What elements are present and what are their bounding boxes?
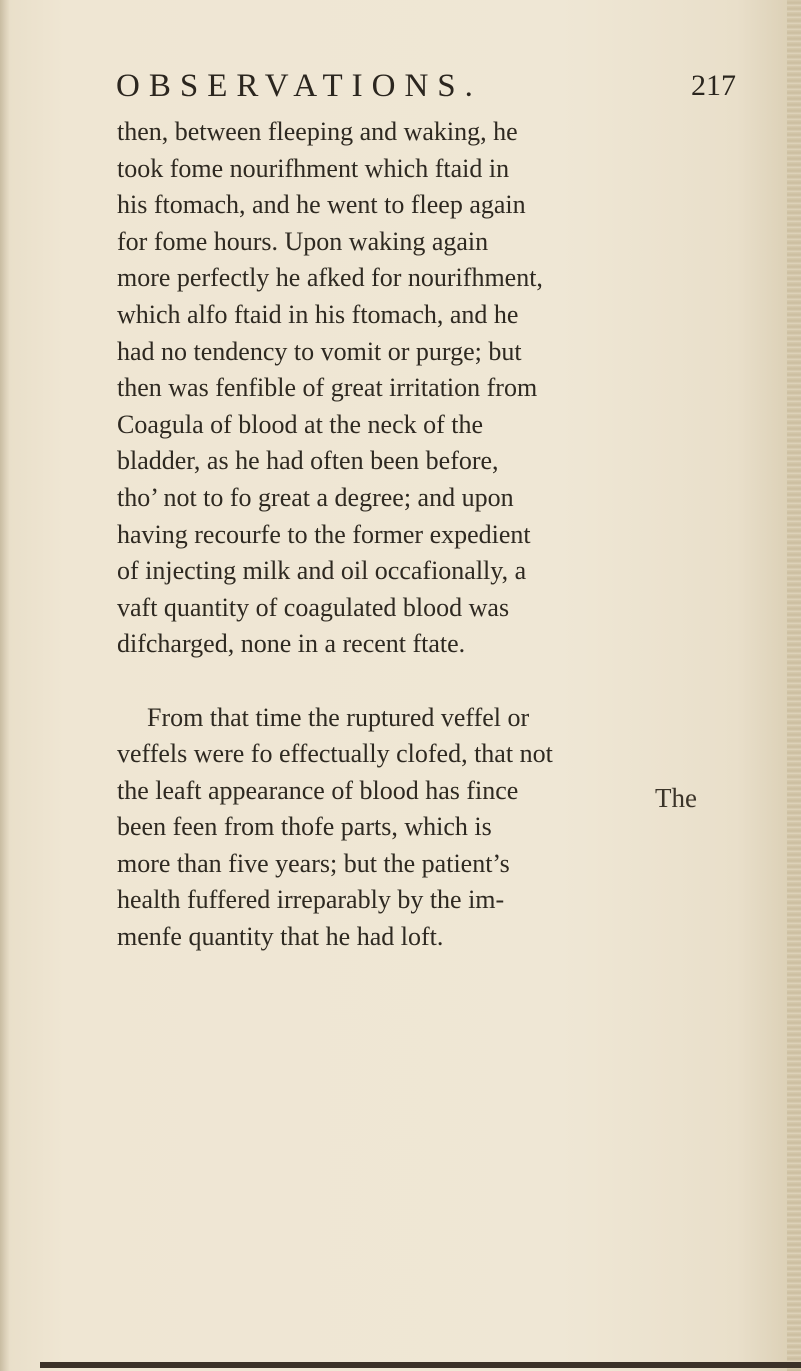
text-line: Coagula of blood at the neck of the — [117, 409, 484, 439]
text-line: veffels were fo effectually clofed, that not — [117, 739, 553, 769]
page-number: 217 — [691, 69, 736, 102]
paragraph-gap — [117, 663, 757, 700]
text-line: which alfo ftaid in his ftomach, and he — [117, 299, 519, 329]
text-line: of injecting milk and oil occafionally, a — [117, 556, 527, 586]
page-header — [116, 66, 736, 106]
text-line: the leaft appearance of blood has fince — [117, 775, 519, 805]
text-line: took fome nourifhment which ftaid in — [117, 153, 510, 183]
text-line: having recourfe to the former expedient — [117, 519, 531, 549]
text-line: vaft quantity of coagulated blood was — [117, 592, 510, 622]
paragraph-1 — [117, 114, 757, 663]
text-line: tho’ not to fo great a degree; and upon — [117, 482, 514, 512]
text-line: more perfectly he afked for nourifhment, — [117, 263, 543, 293]
text-line: had no tendency to vomit or purge; but — [117, 336, 522, 366]
text-line: more than five years; but the patient’s — [117, 848, 510, 878]
text-line: then was fenfible of great irritation from — [117, 373, 538, 403]
text-line: difcharged, none in a recent ftate. — [117, 629, 466, 659]
text-line: for fome hours. Upon waking again — [117, 226, 489, 256]
text-line: health fuffered irreparably by the im- — [117, 885, 505, 915]
bottom-edge-shadow — [40, 1362, 801, 1368]
text-line: menfe quantity that he had loft. — [117, 922, 444, 952]
body-text — [117, 114, 757, 956]
text-line: bladder, as he had often been before, — [117, 446, 499, 476]
catchword: The — [655, 783, 697, 813]
text-line: then, between fleeping and waking, he — [117, 117, 518, 146]
text-line: his ftomach, and he went to fleep again — [117, 190, 526, 220]
text-line: been feen from thofe parts, which is — [117, 812, 492, 842]
page-gutter-edge — [0, 0, 10, 1371]
text-line: From that time the ruptured veffel or — [147, 702, 530, 732]
page-fore-edge — [787, 0, 801, 1371]
running-head: OBSERVATIONS. — [116, 68, 482, 104]
paragraph-2 — [117, 700, 757, 956]
